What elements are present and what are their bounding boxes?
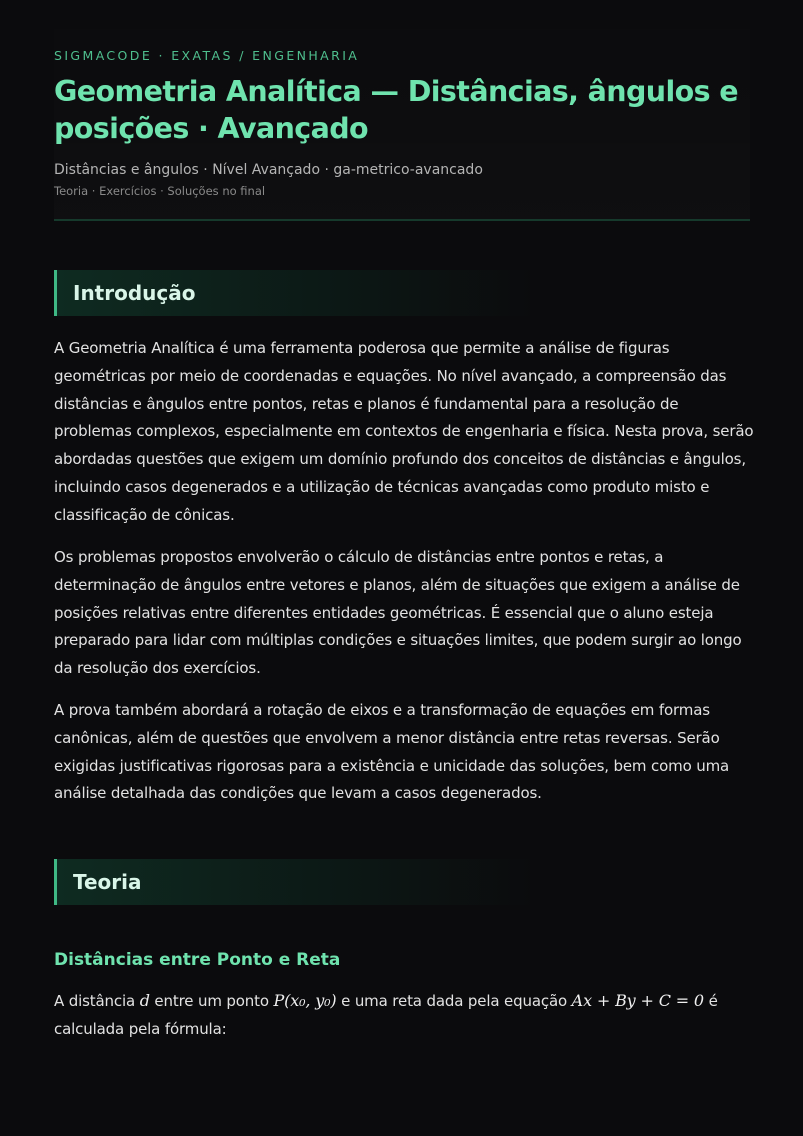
- theory-text-1: A distância: [54, 992, 140, 1010]
- theory-text-4: é calculada pela fórmula:: [54, 992, 718, 1038]
- section-heading-teoria: [54, 859, 534, 905]
- intro-paragraph-2: Os problemas propostos envolverão o cálculo de distâncias entre pontos e retas, a determinação de ângulos entre vetores e planos, além de situações que exigem a análise de posições relativas entre diferentes entidades geométricas. É essencial que o aluno esteja preparado para lidar com múltiplas condições e situações limites, que podem surgir ao longo da resolução dos exercícios.: [54, 548, 742, 678]
- brand-label: SIGMACODE · EXATAS / ENGENHARIA: [54, 48, 360, 63]
- math-point: P(x₀, y₀): [273, 991, 337, 1010]
- document-page: [54, 0, 754, 1038]
- section-heading-introducao: [54, 270, 534, 316]
- math-distance-symbol: d: [139, 991, 150, 1010]
- theory-paragraph: [54, 987, 754, 1044]
- page-title: Geometria Analítica — Distâncias, ângulos e posições · Avançado: [54, 75, 739, 145]
- math-line-equation: Ax + By + C = 0: [571, 991, 704, 1010]
- page-meta: Teoria · Exercícios · Soluções no final: [54, 184, 266, 198]
- document-header: [54, 0, 750, 221]
- page-subtitle: Distâncias e ângulos · Nível Avançado · ga-metrico-avancado: [54, 162, 483, 178]
- section-title-introducao: Introdução: [73, 281, 196, 305]
- intro-paragraph-3: A prova também abordará a rotação de eixos e a transformação de equações em formas canônicas, além de questões que envolvem a menor distância entre retas reversas. Serão exigidas justificativas rigorosas para a existência e unicidade das soluções, bem como uma análise detalhada das condições que levam a casos degenerados.: [54, 701, 730, 803]
- subsection-title: Distâncias entre Ponto e Reta: [54, 950, 341, 970]
- theory-text-2: entre um ponto: [149, 992, 274, 1010]
- section-title-teoria: Teoria: [73, 870, 142, 894]
- intro-paragraph-1: A Geometria Analítica é uma ferramenta poderosa que permite a análise de figuras geométricas por meio de coordenadas e equações. No nível avançado, a compreensão das distâncias e ângulos entre pontos, retas e planos é fundamental para a resolução de problemas complexos, especialmente em contextos de engenharia e física. Nesta prova, serão abordadas questões que exigem um domínio profundo dos conceitos de distâncias e ângulos, incluindo casos degenerados e a utilização de técnicas avançadas como produto misto e classificação de cônicas.: [54, 339, 754, 524]
- theory-text-3: e uma reta dada pela equação: [336, 992, 572, 1010]
